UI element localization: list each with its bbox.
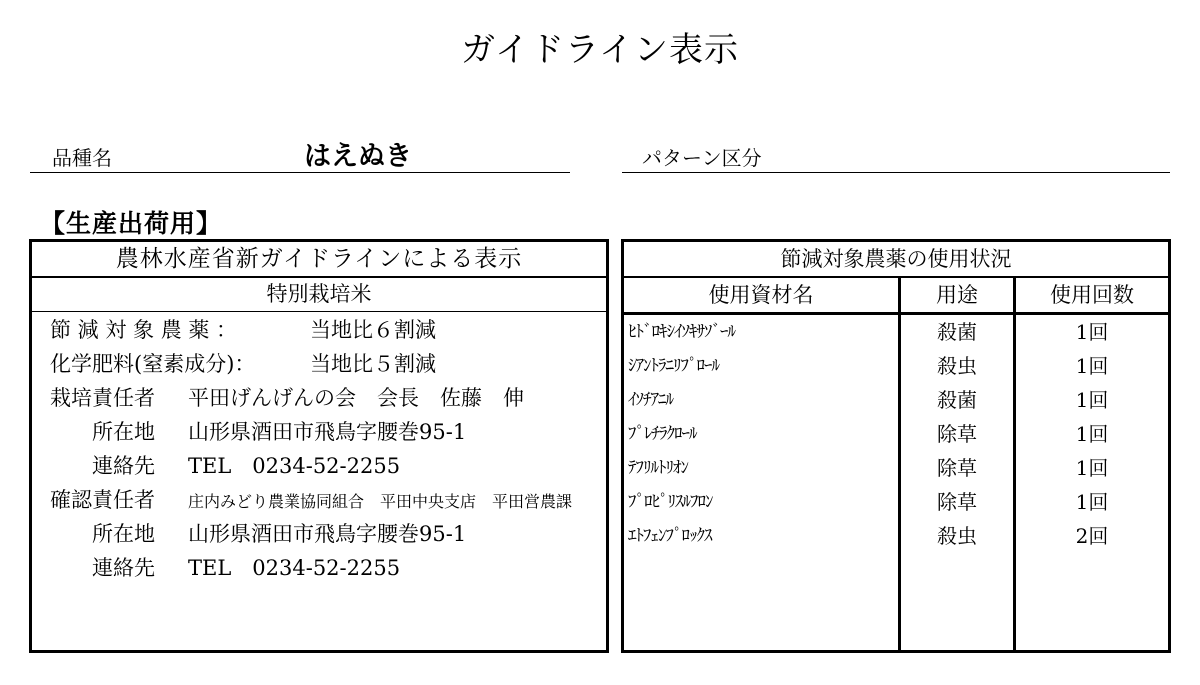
section-title: 【生産出荷用】 [40,209,223,238]
guideline-header: 農林水産省新ガイドラインによる表示 [32,242,606,278]
line-value: 山形県酒田市飛鳥字腰巻95-1 [188,522,467,546]
line-value: TEL 0234-52-2255 [188,556,401,580]
line-key: 化学肥料(窒素成分)： [50,352,256,376]
purpose: 除草 [937,422,977,446]
guideline-box [29,239,609,653]
table-row [624,417,1168,451]
line-key: 連絡先 [92,556,155,580]
material-name: ﾌﾟﾚﾁﾗｸﾛｰﾙ [628,424,697,444]
table-row [624,519,1168,553]
usage-count: 1回 [1075,388,1109,412]
line-value: 山形県酒田市飛鳥字腰巻95-1 [188,420,467,444]
line-value: 平田げんげんの会 会長 佐藤 伸 [188,386,524,410]
table-row [624,451,1168,485]
line-value: 当地比５割減 [310,352,436,376]
usage-count: 1回 [1075,320,1109,344]
material-name: ｲｿﾁｱﾆﾙ [628,390,673,410]
usage-count: 1回 [1075,490,1109,514]
column-header-count: 使用回数 [1050,283,1134,307]
usage-count: 1回 [1075,456,1109,480]
contact-line [92,450,400,480]
verification-manager-line [50,484,572,514]
pesticide-table [624,278,1168,650]
material-name: ﾃﾌﾘﾙﾄﾘｵﾝ [628,458,688,478]
cultivation-manager-line [50,382,524,412]
fertilizer-reduction-line [50,348,436,378]
line-key: 確認責任者 [50,488,155,512]
line-key: 連絡先 [92,454,155,478]
pesticide-usage-header: 節減対象農薬の使用状況 [624,242,1168,278]
page-title: ガイドライン表示 [461,30,739,70]
material-name: ﾌﾟﾛﾋﾟﾘｽﾙﾌﾛﾝ [628,492,713,512]
table-row [624,315,1168,349]
usage-count: 1回 [1075,422,1109,446]
variety-label: 品種名 [52,146,112,170]
purpose: 殺虫 [937,354,977,378]
column-header-purpose: 用途 [936,283,978,307]
table-row [624,485,1168,519]
usage-count: 2回 [1075,524,1109,548]
variety-value: はえぬき [304,141,412,172]
variety-field [30,138,570,173]
table-row [624,349,1168,383]
line-key: 所在地 [92,522,155,546]
table-row [624,383,1168,417]
line-key: 所在地 [92,420,155,444]
address-line [92,416,466,446]
guideline-subheader: 特別栽培米 [32,278,606,312]
line-value: 庄内みどり農業協同組合 平田中央支店 平田営農課 [188,492,573,511]
line-key: 栽培責任者 [50,386,155,410]
purpose: 殺菌 [937,388,977,412]
purpose: 除草 [937,456,977,480]
pesticide-usage-box [621,239,1171,653]
pesticide-reduction-line [50,314,436,344]
line-value: TEL 0234-52-2255 [188,454,401,478]
line-key: 節 減 対 象 農 薬 ： [50,318,238,342]
purpose: 殺菌 [937,320,977,344]
usage-count: 1回 [1075,354,1109,378]
purpose: 除草 [937,490,977,514]
material-name: ｴﾄﾌｪﾝﾌﾟﾛｯｸｽ [628,526,712,546]
table-header-row [624,278,1168,315]
pattern-label: パターン区分 [642,146,762,170]
purpose: 殺虫 [937,524,977,548]
contact-line [92,552,400,582]
address-line [92,518,466,548]
column-header-material: 使用資材名 [708,283,814,307]
line-value: 当地比６割減 [310,318,436,342]
material-name: ｼｱﾝﾄﾗﾆﾘﾌﾟﾛｰﾙ [628,356,719,376]
material-name: ﾋﾄﾞﾛｷｼｲｿｷｻｿﾞｰﾙ [628,322,735,342]
pattern-field [622,138,1170,173]
